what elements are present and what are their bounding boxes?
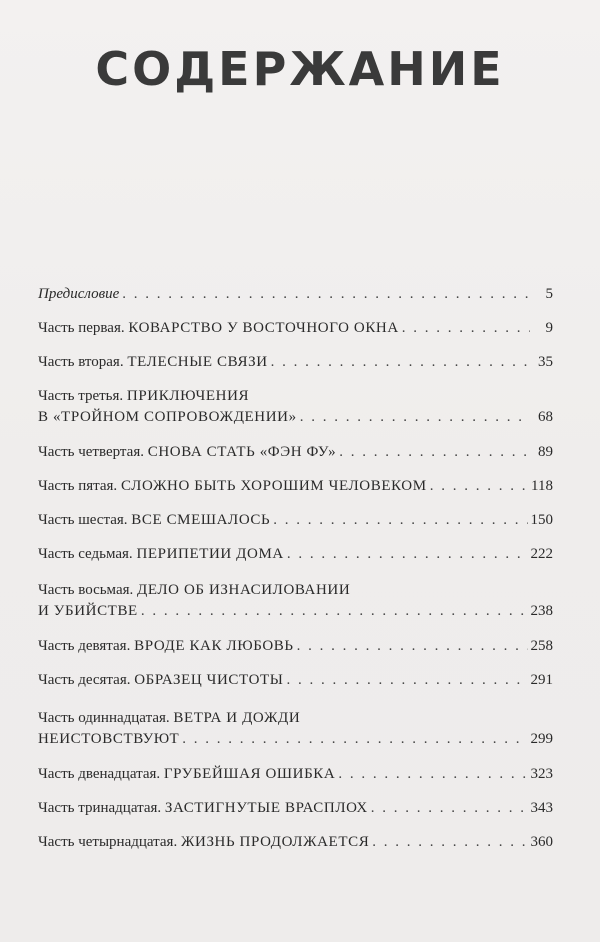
toc-entry-part-4[interactable] bbox=[38, 442, 553, 463]
toc-leader-dots bbox=[182, 729, 527, 750]
toc-leader-dots bbox=[430, 476, 528, 497]
toc-entry-part-13[interactable] bbox=[38, 798, 553, 819]
toc-leader-dots bbox=[287, 544, 528, 565]
toc-page-number: 238 bbox=[530, 603, 553, 619]
toc-entry-label: Предисловие bbox=[38, 286, 120, 302]
toc-page-number: 89 bbox=[538, 444, 553, 460]
toc-entry-title: ВРОДЕ КАК ЛЮБОВЬ bbox=[134, 638, 294, 654]
toc-entry-preface[interactable] bbox=[38, 284, 553, 305]
toc-leader-dots bbox=[271, 352, 530, 373]
toc-page-number: 323 bbox=[530, 766, 553, 782]
toc-entry-part-8[interactable] bbox=[38, 580, 553, 622]
toc-entry-title: ПЕРИПЕТИИ ДОМА bbox=[136, 546, 284, 562]
toc-entry-title: КОВАРСТВО У ВОСТОЧНОГО ОКНА bbox=[128, 320, 399, 336]
toc-entry-title-line2: НЕИСТОВСТВУЮТ bbox=[38, 731, 180, 747]
toc-leader-dots bbox=[339, 442, 530, 463]
toc-entry-part-10[interactable] bbox=[38, 670, 553, 691]
toc-entry-label: Часть тринадцатая. bbox=[38, 800, 162, 816]
toc-entry-part-9[interactable] bbox=[38, 636, 553, 657]
toc-page-number: 9 bbox=[545, 320, 553, 336]
toc-entry-label: Часть девятая. bbox=[38, 638, 131, 654]
toc-entry-label: Часть шестая. bbox=[38, 512, 128, 528]
toc-page-number: 68 bbox=[538, 409, 553, 425]
toc-page-number: 360 bbox=[530, 834, 553, 850]
toc-entry-title: СНОВА СТАТЬ «ФЭН ФУ» bbox=[147, 444, 337, 460]
toc-page-number: 222 bbox=[530, 546, 553, 562]
toc-leader-dots bbox=[402, 318, 530, 339]
toc-page-number: 343 bbox=[530, 800, 553, 816]
page-title: СОДЕРЖАНИЕ bbox=[95, 42, 505, 96]
toc-entry-label: Часть первая. bbox=[38, 320, 125, 336]
toc-leader-dots bbox=[273, 510, 527, 531]
toc-entry-title-line1: ДЕЛО ОБ ИЗНАСИЛОВАНИИ bbox=[137, 582, 351, 598]
toc-entry-label: Часть одиннадцатая. bbox=[38, 710, 170, 726]
toc-entry-part-12[interactable] bbox=[38, 764, 553, 785]
toc-entry-label: Часть седьмая. bbox=[38, 546, 133, 562]
toc-entry-title: ОБРАЗЕЦ ЧИСТОТЫ bbox=[134, 672, 284, 688]
toc-entry-part-11[interactable] bbox=[38, 708, 553, 750]
toc-entry-title-line2: И УБИЙСТВЕ bbox=[38, 603, 138, 619]
toc-page-number: 35 bbox=[538, 354, 553, 370]
toc-entry-title-line2: В «ТРОЙНОМ СОПРОВОЖДЕНИИ» bbox=[38, 409, 297, 425]
toc-page-number: 118 bbox=[531, 478, 553, 494]
toc-entry-title-line1: ПРИКЛЮЧЕНИЯ bbox=[126, 388, 250, 404]
toc-page-number: 291 bbox=[530, 672, 553, 688]
toc-entry-title: ЗАСТИГНУТЫЕ ВРАСПЛОХ bbox=[164, 800, 368, 816]
toc-leader-dots bbox=[122, 284, 530, 305]
toc-entry-title: СЛОЖНО БЫТЬ ХОРОШИМ ЧЕЛОВЕКОМ bbox=[120, 478, 427, 494]
toc-page-number: 150 bbox=[530, 512, 553, 528]
toc-leader-dots bbox=[297, 636, 528, 657]
toc-page-number: 258 bbox=[530, 638, 553, 654]
toc-entry-label: Часть третья. bbox=[38, 388, 124, 404]
toc-entry-title: ЖИЗНЬ ПРОДОЛЖАЕТСЯ bbox=[180, 834, 370, 850]
toc-entry-part-3[interactable] bbox=[38, 386, 553, 428]
toc-leader-dots bbox=[338, 764, 527, 785]
toc-entry-title: ГРУБЕЙШАЯ ОШИБКА bbox=[163, 766, 336, 782]
toc-entry-part-14[interactable] bbox=[38, 832, 553, 853]
toc-leader-dots bbox=[372, 832, 527, 853]
toc-leader-dots bbox=[286, 670, 527, 691]
toc-leader-dots bbox=[141, 601, 528, 622]
toc-entry-label: Часть восьмая. bbox=[38, 582, 134, 598]
toc-entry-title: ВСЕ СМЕШАЛОСЬ bbox=[131, 512, 271, 528]
toc-page-number: 5 bbox=[545, 286, 553, 302]
toc-entry-label: Часть четвертая. bbox=[38, 444, 144, 460]
toc-entry-label: Часть десятая. bbox=[38, 672, 131, 688]
toc-leader-dots bbox=[300, 407, 530, 428]
toc-entry-label: Часть пятая. bbox=[38, 478, 118, 494]
toc-entry-part-6[interactable] bbox=[38, 510, 553, 531]
toc-page-number: 299 bbox=[530, 731, 553, 747]
toc-entry-title: ТЕЛЕСНЫЕ СВЯЗИ bbox=[127, 354, 268, 370]
toc-entry-part-2[interactable] bbox=[38, 352, 553, 373]
toc-entry-part-5[interactable] bbox=[38, 476, 553, 497]
toc-leader-dots bbox=[371, 798, 528, 819]
toc-entry-label: Часть вторая. bbox=[38, 354, 124, 370]
toc-entry-title-line1: ВЕТРА И ДОЖДИ bbox=[173, 710, 301, 726]
toc-entry-label: Часть двенадцатая. bbox=[38, 766, 161, 782]
toc-entry-part-1[interactable] bbox=[38, 318, 553, 339]
toc-entry-part-7[interactable] bbox=[38, 544, 553, 565]
toc-entry-label: Часть четырнадцатая. bbox=[38, 834, 178, 850]
